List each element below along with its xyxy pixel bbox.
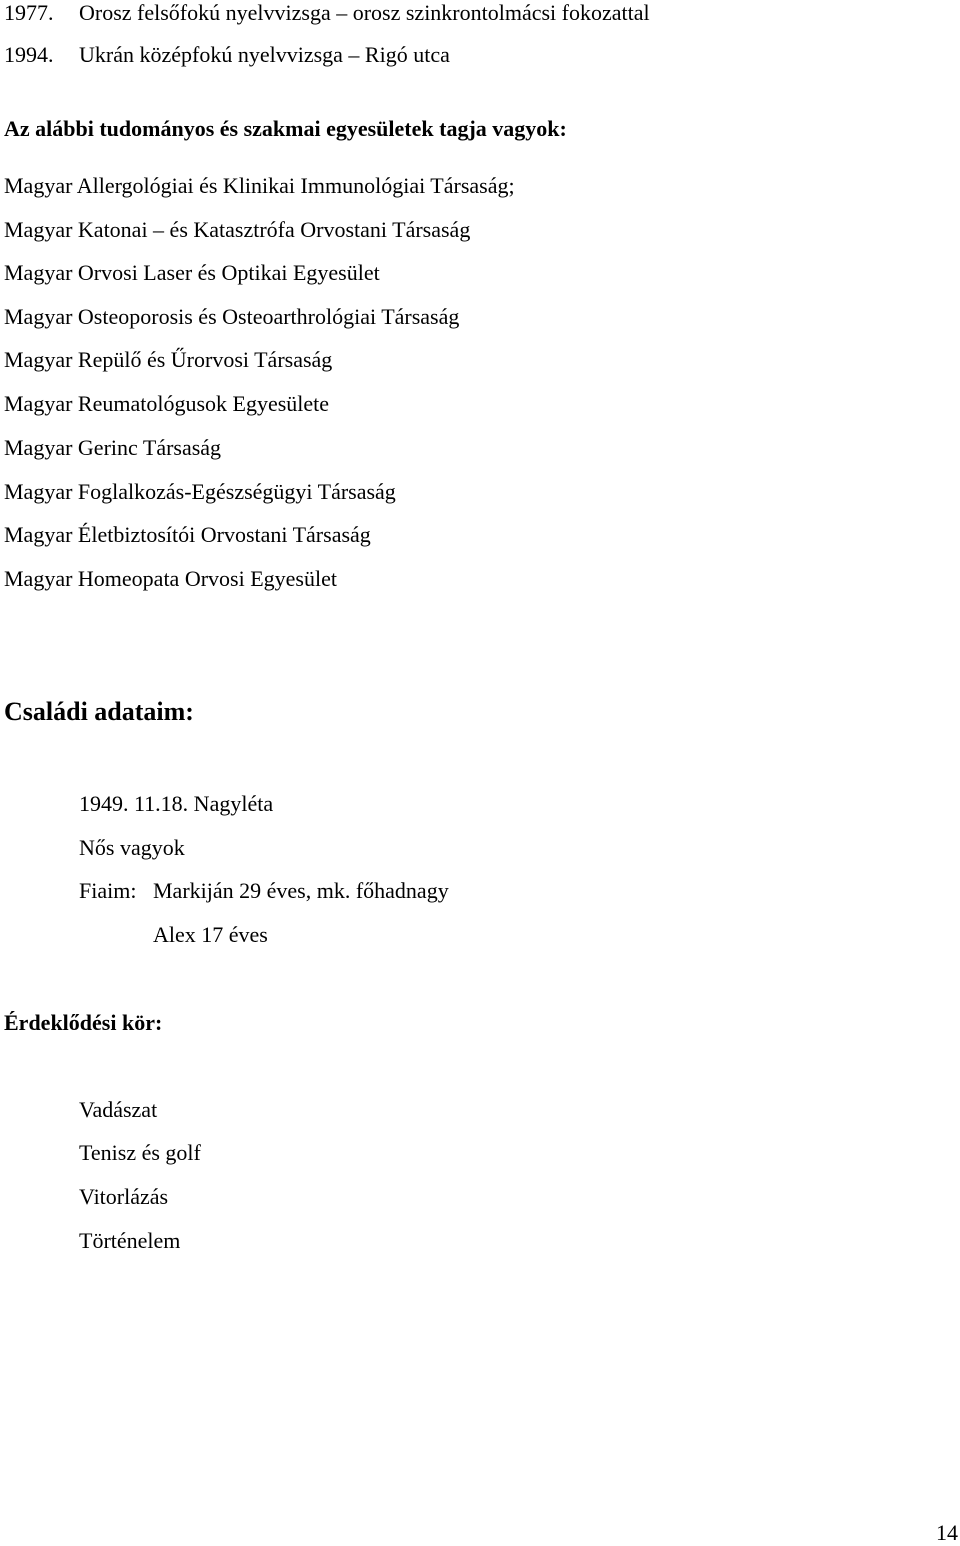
interests-heading: Érdeklődési kör: <box>4 1010 163 1035</box>
society-item: Magyar Osteoporosis és Osteoarthrológiai Társaság <box>4 304 460 329</box>
interest-item: Tenisz és golf <box>79 1140 201 1165</box>
son-first: Markiján 29 éves, mk. főhadnagy <box>153 878 449 903</box>
language-year: 1977. <box>4 0 54 25</box>
language-row <box>4 0 650 26</box>
society-item: Magyar Életbiztosítói Orvostani Társaság <box>4 522 371 547</box>
society-item: Magyar Homeopata Orvosi Egyesület <box>4 566 337 591</box>
page-number: 14 <box>936 1520 958 1545</box>
society-item: Magyar Orvosi Laser és Optikai Egyesület <box>4 260 380 285</box>
family-sons-row <box>79 878 449 904</box>
society-item: Magyar Repülő és Űrorvosi Társaság <box>4 347 333 372</box>
societies-heading: Az alábbi tudományos és szakmai egyesületek tagja vagyok: <box>4 116 567 141</box>
society-item: Magyar Gerinc Társaság <box>4 435 222 460</box>
society-item: Magyar Foglalkozás-Egészségügyi Társaság <box>4 479 396 504</box>
interest-item: Történelem <box>79 1228 181 1253</box>
family-birth: 1949. 11.18. Nagyléta <box>79 791 274 816</box>
family-heading: Családi adataim: <box>4 697 194 726</box>
language-row <box>4 42 450 68</box>
society-item: Magyar Allergológiai és Klinikai Immunológiai Társaság; <box>4 173 515 198</box>
interest-item: Vadászat <box>79 1097 158 1122</box>
language-year: 1994. <box>4 42 54 67</box>
family-status: Nős vagyok <box>79 835 185 860</box>
society-item: Magyar Reumatológusok Egyesülete <box>4 391 330 416</box>
language-text: Ukrán középfokú nyelvvizsga – Rigó utca <box>79 42 450 67</box>
interest-item: Vitorlázás <box>79 1184 169 1209</box>
son-second: Alex 17 éves <box>153 922 268 947</box>
sons-label: Fiaim: <box>79 878 137 903</box>
society-item: Magyar Katonai – és Katasztrófa Orvostani Társaság <box>4 217 471 242</box>
language-text: Orosz felsőfokú nyelvvizsga – orosz szinkrontolmácsi fokozattal <box>79 0 650 25</box>
